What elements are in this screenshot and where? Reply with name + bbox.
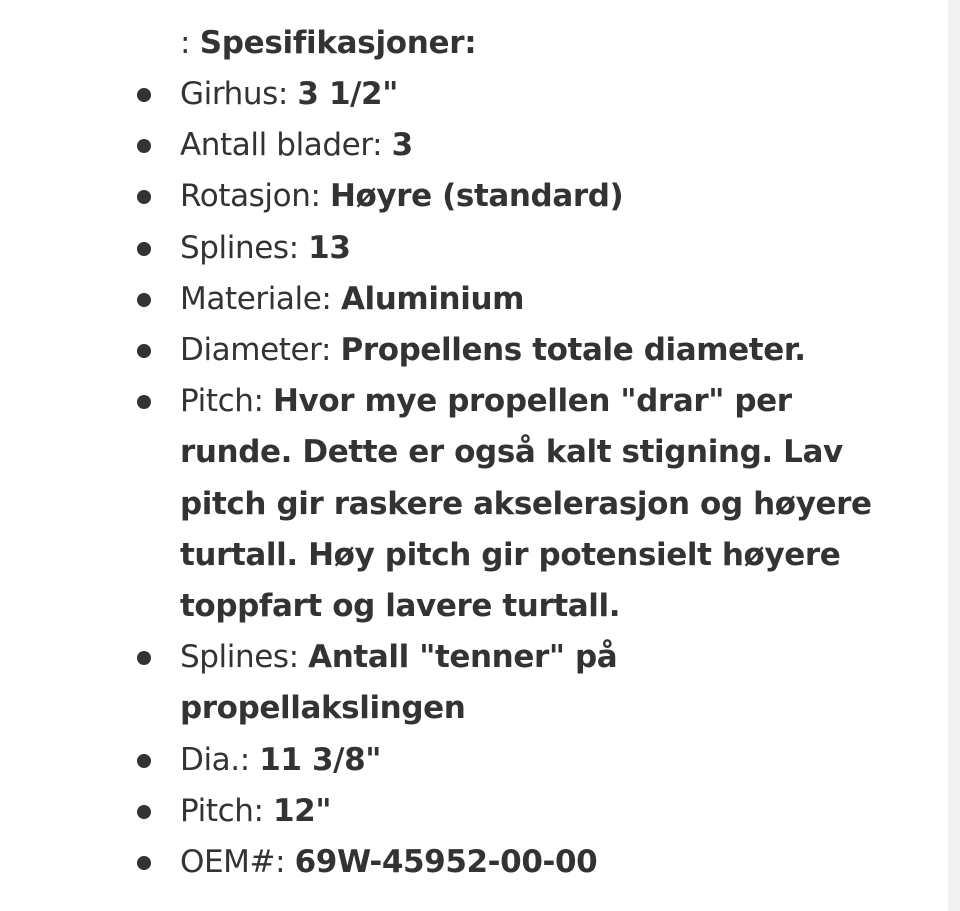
- spec-label: Pitch:: [180, 383, 264, 420]
- spec-item-diameter: [0, 325, 948, 376]
- spec-value: 69W-45952-00-00: [294, 844, 598, 881]
- spec-label: Rotasjon:: [180, 178, 321, 215]
- spec-heading: [180, 18, 948, 69]
- heading-prefix: :: [180, 25, 191, 61]
- spec-label: OEM#:: [180, 844, 286, 881]
- right-edge-strip: [948, 0, 960, 911]
- spec-value: Antall "tenner" på propellakslingen: [180, 639, 618, 727]
- spec-item-materiale: [0, 274, 948, 325]
- spec-value: Høyre (standard): [329, 178, 624, 215]
- spec-item-rotasjon: [0, 171, 948, 222]
- spec-label: Pitch:: [180, 792, 264, 829]
- spec-item-pitch-description: [0, 376, 948, 632]
- spec-value: 13: [308, 229, 351, 266]
- spec-item-dia: [0, 735, 948, 786]
- spec-item-girhus: [0, 69, 948, 120]
- spec-label: Dia.:: [180, 741, 250, 778]
- spec-value: 11 3/8": [259, 741, 381, 778]
- spec-value: 3: [391, 127, 413, 164]
- spec-item-splines: [0, 223, 948, 274]
- spec-label: Diameter:: [180, 332, 332, 369]
- spec-item-antall-blader: [0, 120, 948, 171]
- spec-label: Materiale:: [180, 280, 332, 317]
- spec-value: Hvor mye propellen "drar" per runde. Dette er også kalt stigning. Lav pitch gir raskere akselerasjon og høyere turtall. Høy pitch gir potensielt høyere toppfart og lavere turtall.: [180, 383, 872, 625]
- spec-item-oem: [0, 837, 948, 888]
- spec-label: Splines:: [180, 639, 299, 676]
- spec-value: Propellens totale diameter.: [340, 332, 806, 369]
- spec-value: 3 1/2": [297, 76, 398, 112]
- spec-value: 12": [273, 792, 332, 829]
- spec-item-splines-description: [0, 632, 948, 734]
- heading-title: Spesifikasjoner:: [199, 25, 477, 61]
- spec-label: Girhus:: [180, 76, 288, 112]
- spec-list: [0, 69, 948, 888]
- spec-value: Aluminium: [340, 280, 525, 317]
- spec-label: Splines:: [180, 229, 299, 266]
- spec-label: Antall blader:: [180, 127, 383, 164]
- spec-content: [0, 18, 948, 888]
- spec-item-pitch: [0, 786, 948, 837]
